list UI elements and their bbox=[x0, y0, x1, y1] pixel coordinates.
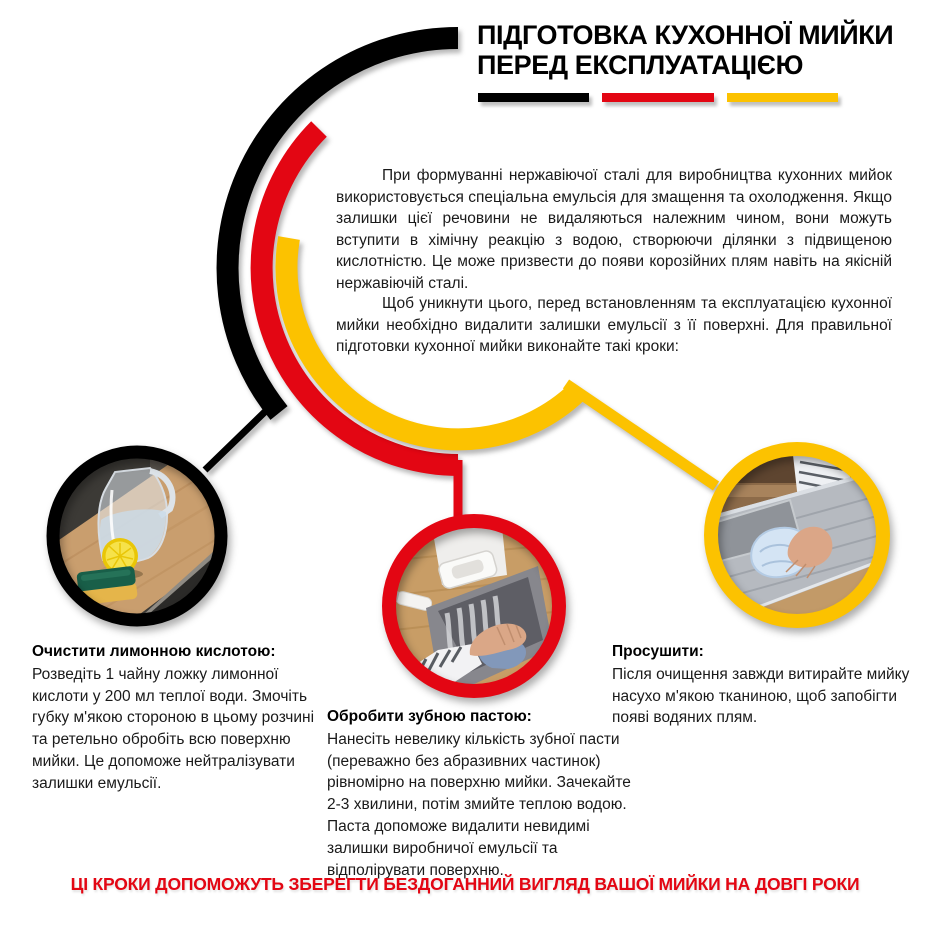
underline-bar-yellow bbox=[727, 93, 838, 102]
underline-bar-red bbox=[602, 93, 713, 102]
step2-heading: Обробити зубною пастою: bbox=[327, 708, 532, 725]
step3-body: Після очищення завжди витирайте мийку насухо м'якою тканиною, щоб запобігти появі водяних плям. bbox=[612, 665, 910, 727]
intro-paragraph-2: Щоб уникнути цього, перед встановленням та експлуатацією кухонної мийки необхідно видалити залишки емульсії з її поверхні. Для правильної підготовки кухонної мийки виконайте такі кроки: bbox=[336, 295, 892, 355]
step1-body: Розведіть 1 чайну ложку лимонної кислоти у 200 мл теплої води. Змочіть губку м'якою стороною в цьому розчині та ретельно обробіть всю поверхню мийки. Це допоможе нейтралізувати залишки емульсії. bbox=[32, 665, 315, 792]
step3-text-block bbox=[612, 641, 920, 729]
connector-line-yellow bbox=[566, 384, 716, 486]
intro-paragraph-1: При формуванні нержавіючої сталі для виробництва кухонних мийок використовується спеціальна емульсія для змащення та охолодження. Якщо залишки цієї речовини не видаляються належним чином, вони можуть вступити в хімічну реакцію з водою, створюючи ділянки з підвищеною кислотністю. Це може призвести до появи корозійних плям навіть на якісній нержавіючій сталі. bbox=[336, 167, 892, 292]
step2-text-block bbox=[327, 706, 637, 881]
step2-body: Нанесіть невелику кількість зубної пасти (переважно без абразивних частинок) рівномірно на поверхню мийки. Зачекайте 2-3 хвилини, потім змийте теплою водою. Паста допоможе видалити невидимі залишки виробничої емульсії та відполірувати поверхню. bbox=[327, 730, 631, 879]
step1-heading: Очистити лимонною кислотою: bbox=[32, 643, 276, 660]
step1-text-block bbox=[32, 641, 322, 795]
page-title bbox=[477, 20, 917, 80]
underline-bar-black bbox=[478, 93, 589, 102]
title-line-1: ПІДГОТОВКА КУХОННОЇ МИЙКИ bbox=[477, 20, 894, 50]
title-underline-bars bbox=[478, 93, 838, 102]
title-line-2: ПЕРЕД ЕКСПЛУАТАЦІЄЮ bbox=[477, 50, 804, 81]
connector-line-black bbox=[205, 402, 275, 470]
step3-heading: Просушити: bbox=[612, 643, 704, 660]
footer-slogan: ЦІ КРОКИ ДОПОМОЖУТЬ ЗБЕРЕГТИ БЕЗДОГАННИЙ ВИГЛЯД ВАШОЇ МИЙКИ НА ДОВГІ РОКИ bbox=[70, 874, 860, 894]
